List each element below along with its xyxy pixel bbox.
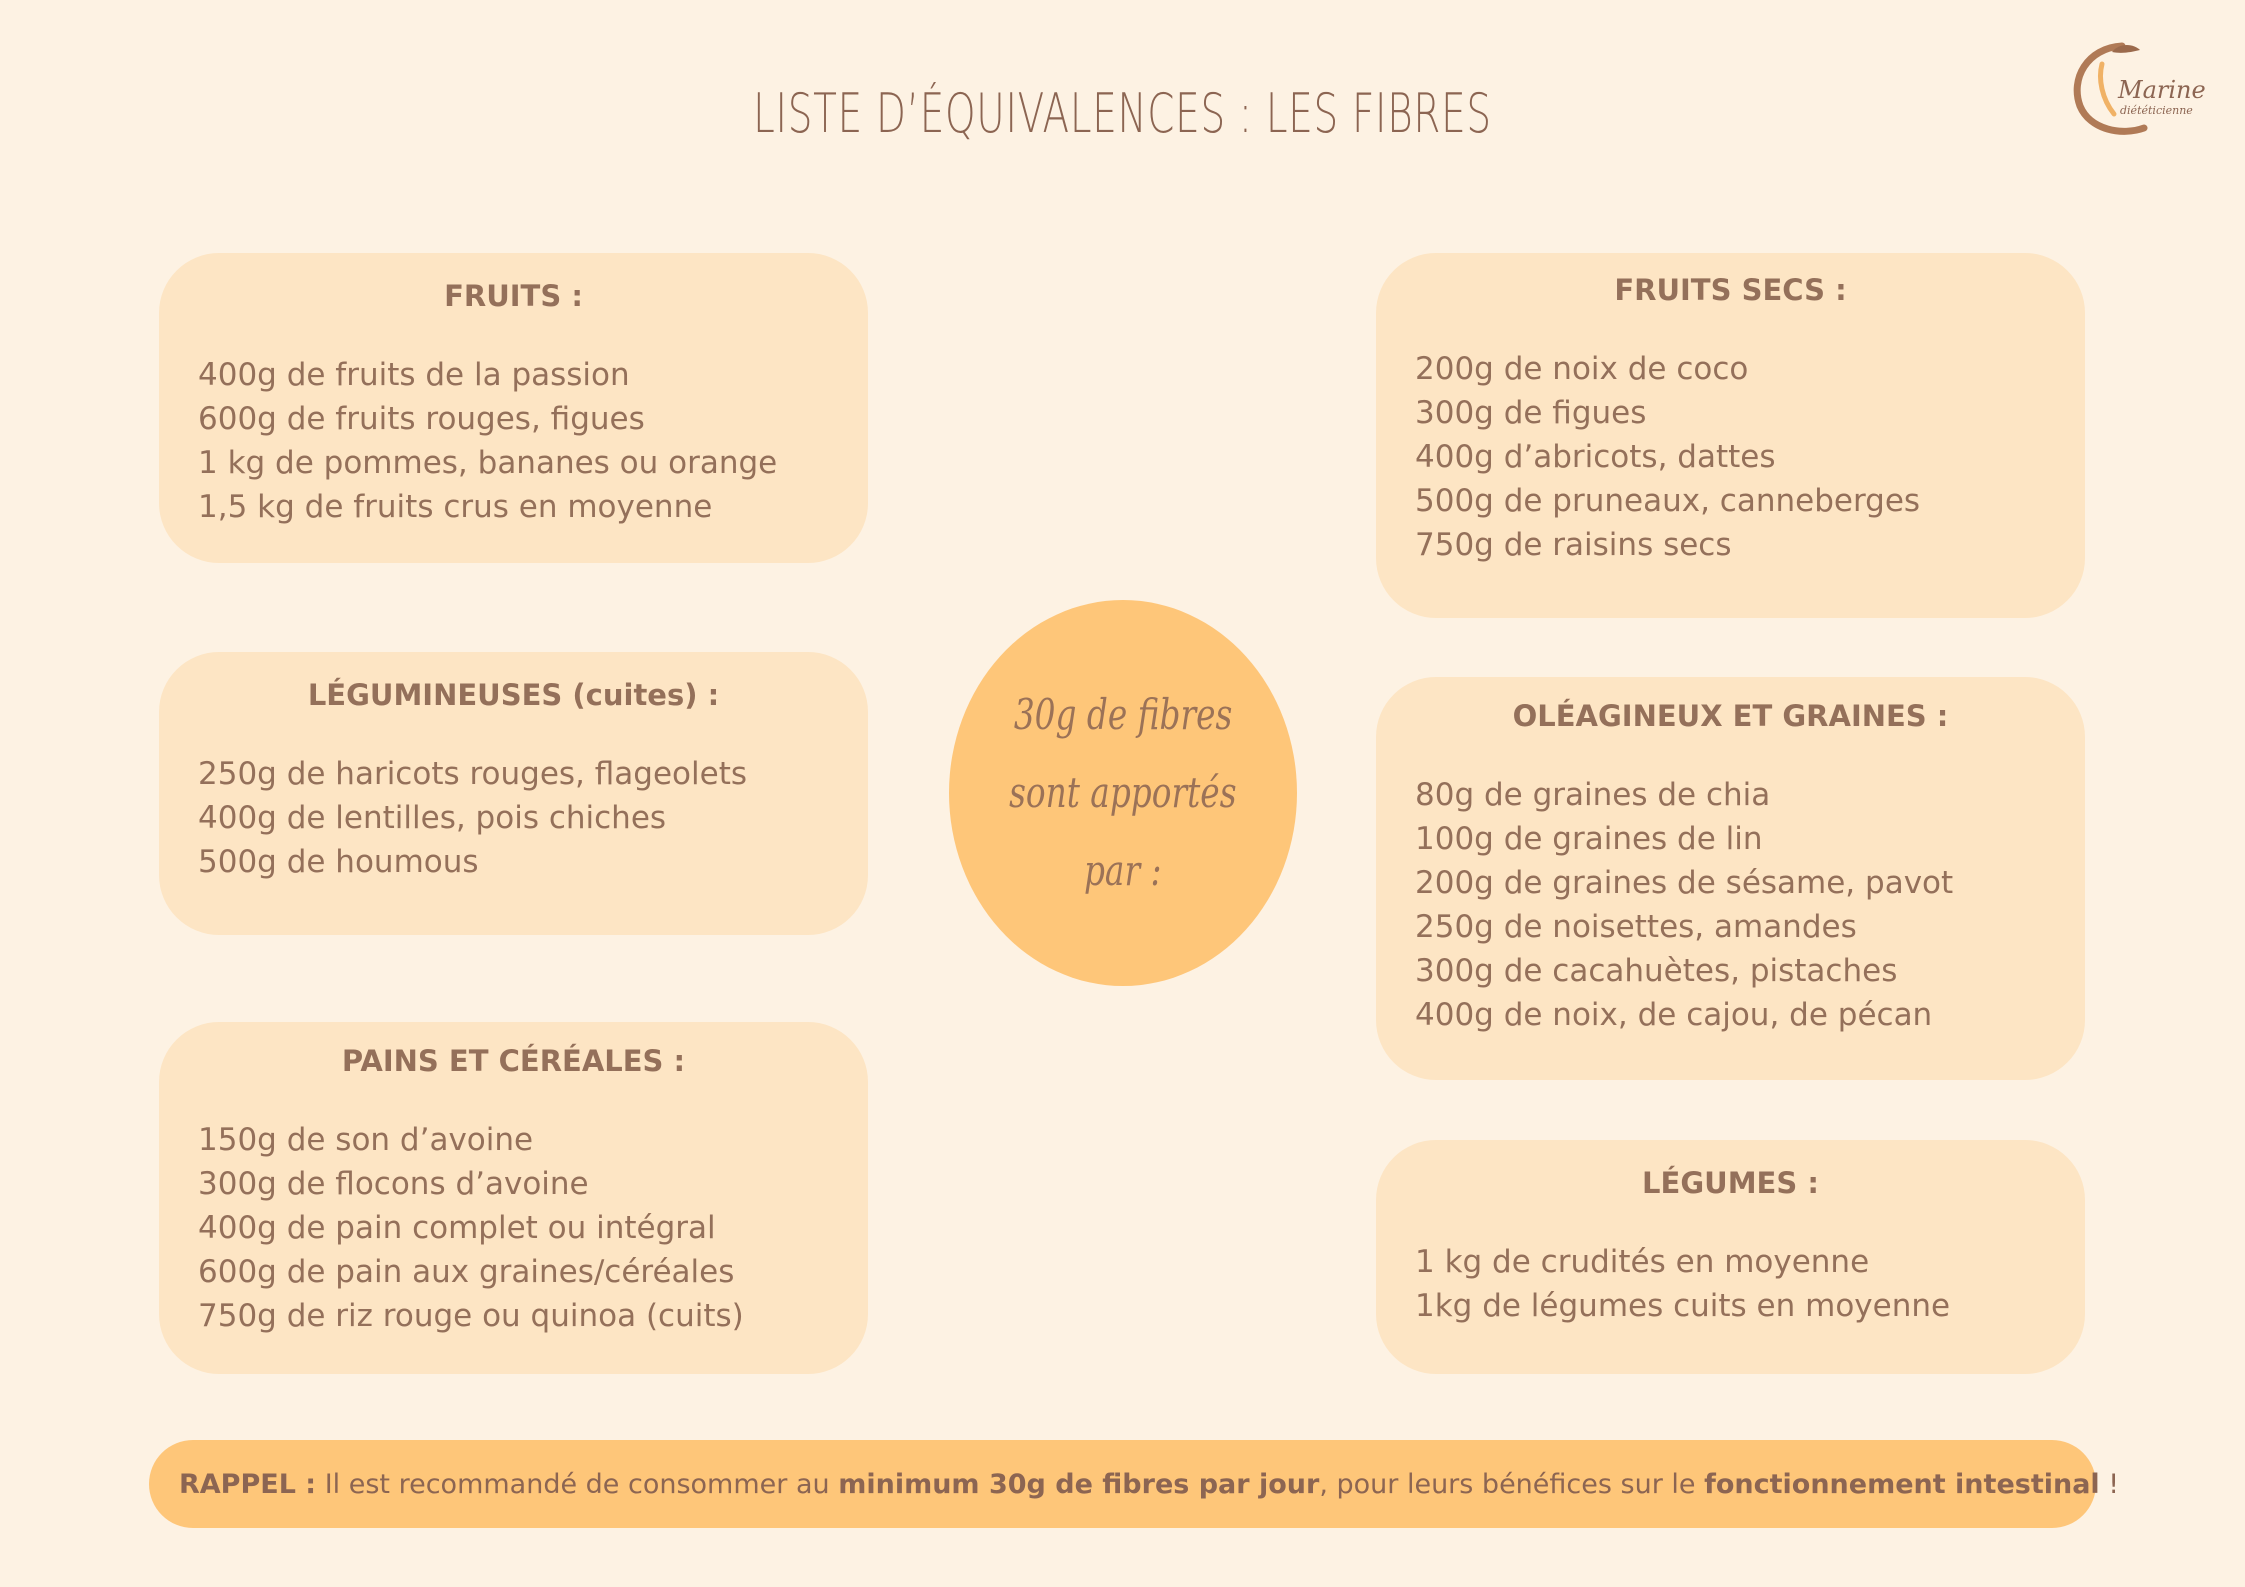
list-item: 150g de son d’avoine [198,1122,534,1158]
list-item: 500g de houmous [198,844,479,880]
card-fruits [159,253,868,563]
card-title: FRUITS SECS : [1614,273,1847,307]
item-list [1415,347,2085,567]
card-title: PAINS ET CÉRÉALES : [341,1044,686,1078]
logo-subtitle: diététicienne [2120,104,2193,117]
card-title: FRUITS : [444,279,583,313]
page-title: LISTE D’ÉQUIVALENCES : LES FIBRES [753,82,1492,145]
list-item: 400g de pain complet ou intégral [198,1210,716,1246]
list-item: 750g de raisins secs [1415,527,1732,563]
item-list [1415,1240,2085,1328]
center-oval [949,600,1297,986]
list-item: 200g de graines de sésame, pavot [1415,865,1954,901]
list-item: 400g de noix, de cajou, de pécan [1415,997,1933,1033]
reminder-bold-1: minimum 30g de fibres par jour [838,1468,1320,1500]
card-title: LÉGUMES : [1642,1166,1819,1200]
list-item: 1,5 kg de fruits crus en moyenne [198,489,713,525]
item-list [198,353,868,529]
reminder-text-1: Il est recommandé de consommer au [316,1468,839,1500]
item-list [1415,773,2085,1037]
card-title: LÉGUMINEUSES (cuites) : [307,678,720,712]
list-item: 600g de fruits rouges, figues [198,401,645,437]
card-legumes [1376,1140,2085,1374]
list-item: 300g de cacahuètes, pistaches [1415,953,1898,989]
list-item: 500g de pruneaux, canneberges [1415,483,1921,519]
item-list [198,752,868,884]
card-oleagineux-graines [1376,677,2085,1080]
logo [2062,34,2212,144]
card-legumineuses [159,652,868,935]
list-item: 400g de fruits de la passion [198,357,630,393]
card-fruits-secs [1376,253,2085,618]
list-item: 400g d’abricots, dattes [1415,439,1776,475]
center-line-2: sont apportés [1009,768,1237,817]
list-item: 80g de graines de chia [1415,777,1771,813]
reminder-bold-2: fonctionnement intestinal [1704,1468,2100,1500]
center-line-1: 30g de fibres [1013,690,1233,739]
center-line-3: par : [1084,846,1162,895]
list-item: 250g de haricots rouges, flageolets [198,756,747,792]
list-item: 200g de noix de coco [1415,351,1749,387]
card-title: OLÉAGINEUX ET GRAINES : [1512,699,1949,733]
reminder-label: RAPPEL : [179,1468,317,1500]
list-item: 100g de graines de lin [1415,821,1763,857]
list-item: 750g de riz rouge ou quinoa (cuits) [198,1298,744,1334]
list-item: 1 kg de pommes, bananes ou orange [198,445,778,481]
list-item: 400g de lentilles, pois chiches [198,800,667,836]
list-item: 1 kg de crudités en moyenne [1415,1244,1870,1280]
list-item: 300g de figues [1415,395,1647,431]
reminder-banner [149,1440,2120,1528]
item-list [198,1118,868,1338]
logo-name: Marine [2118,76,2206,104]
list-item: 300g de flocons d’avoine [198,1166,589,1202]
reminder-text-2: , pour leurs bénéfices sur le [1319,1468,1705,1500]
list-item: 1kg de légumes cuits en moyenne [1415,1288,1951,1324]
list-item: 250g de noisettes, amandes [1415,909,1857,945]
list-item: 600g de pain aux graines/céréales [198,1254,735,1290]
card-pains-cereales [159,1022,868,1374]
reminder-text-3: ! [2099,1468,2120,1500]
